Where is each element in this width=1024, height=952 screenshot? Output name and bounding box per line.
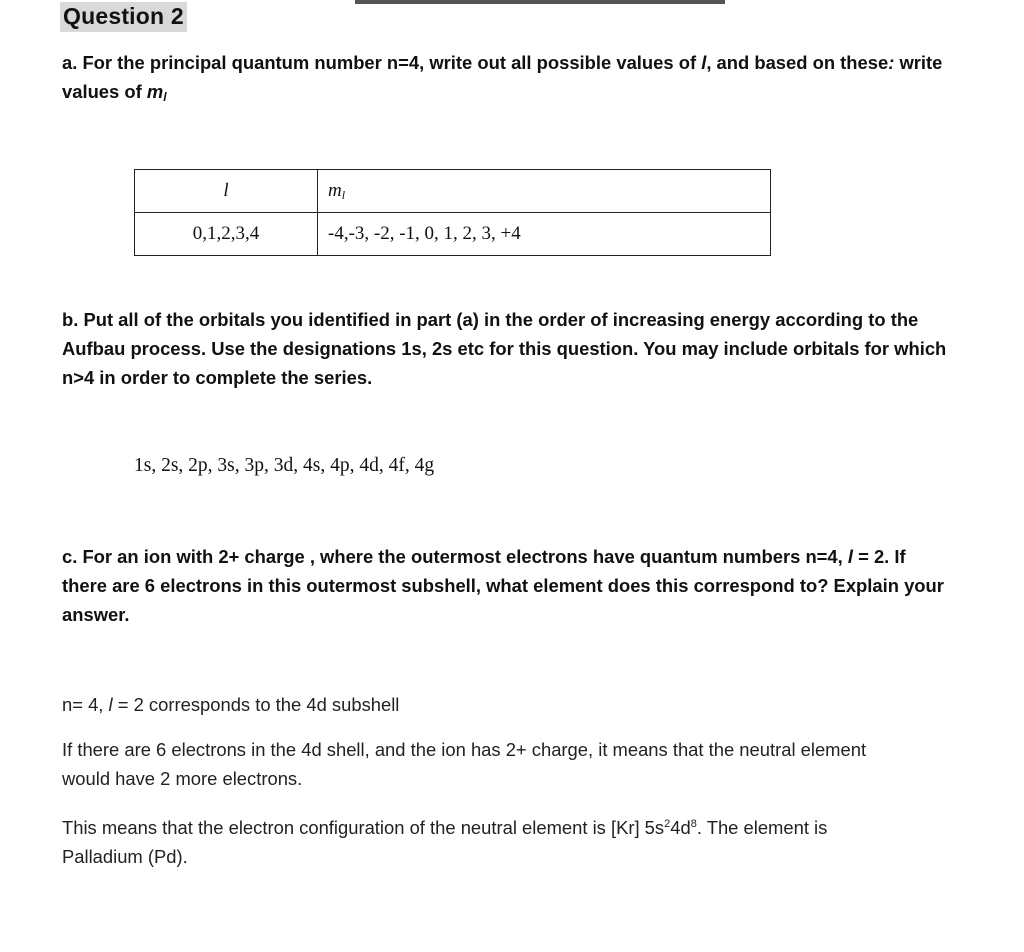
header-l-cell: l — [135, 170, 318, 213]
question-title: Question 2 — [60, 2, 187, 32]
part-c-answer-3-line-1: This means that the electron configuration of the neutral element is [Kr] $5s^24d^8$. The element is — [62, 817, 828, 838]
part-c-answer-1: n= 4, l = 2 corresponds to the 4d subshell — [62, 694, 400, 715]
part-c-answer-2-line-2: would have 2 more electrons. — [62, 768, 303, 789]
part-c-answer-2 — [62, 735, 866, 793]
part-b-answer: 1s, 2s, 2p, 3s, 3p, 3d, 4s, 4p, 4d, 4f, 4g — [134, 455, 435, 476]
part-c-line-1: c. For an ion with 2+ charge , where the outermost electrons have quantum numbers n=4, l = 2. If — [62, 546, 906, 567]
part-c-line-3: answer. — [62, 604, 130, 625]
table-row — [135, 213, 771, 256]
top-divider-bar — [355, 0, 725, 4]
part-b-line-1: b. Put all of the orbitals you identified in part (a) in the order of increasing energy according to the — [62, 309, 919, 330]
table-header-row — [135, 170, 771, 213]
part-b-line-3: n>4 in order to complete the series. — [62, 367, 373, 388]
quantum-numbers-table — [134, 169, 771, 256]
part-c-prompt — [62, 542, 944, 629]
part-a-line-2: values of $m_l$ — [62, 81, 167, 104]
part-c-answer-2-line-1: If there are 6 electrons in the 4d shell, and the ion has 2+ charge, it means that the neutral element — [62, 739, 867, 760]
header-ml-cell: ml — [318, 170, 771, 213]
row-ml-values: -4,-3, -2, -1, 0, 1, 2, 3, +4 — [318, 213, 771, 256]
part-a-line-1: a. For the principal quantum number n=4, write out all possible values of l, and based on these: write — [62, 52, 943, 73]
row-l-values: 0,1,2,3,4 — [135, 213, 318, 256]
part-c-line-2: there are 6 electrons in this outermost subshell, what element does this correspond to? Explain your — [62, 575, 944, 596]
part-c-answer-3-line-2: Palladium (Pd). — [62, 846, 188, 867]
part-b-prompt — [62, 305, 946, 392]
part-a-prompt — [62, 48, 942, 112]
part-b-line-2: Aufbau process. Use the designations 1s, 2s etc for this question. You may include orbitals for which — [62, 338, 947, 359]
part-c-answer-3 — [62, 810, 827, 871]
